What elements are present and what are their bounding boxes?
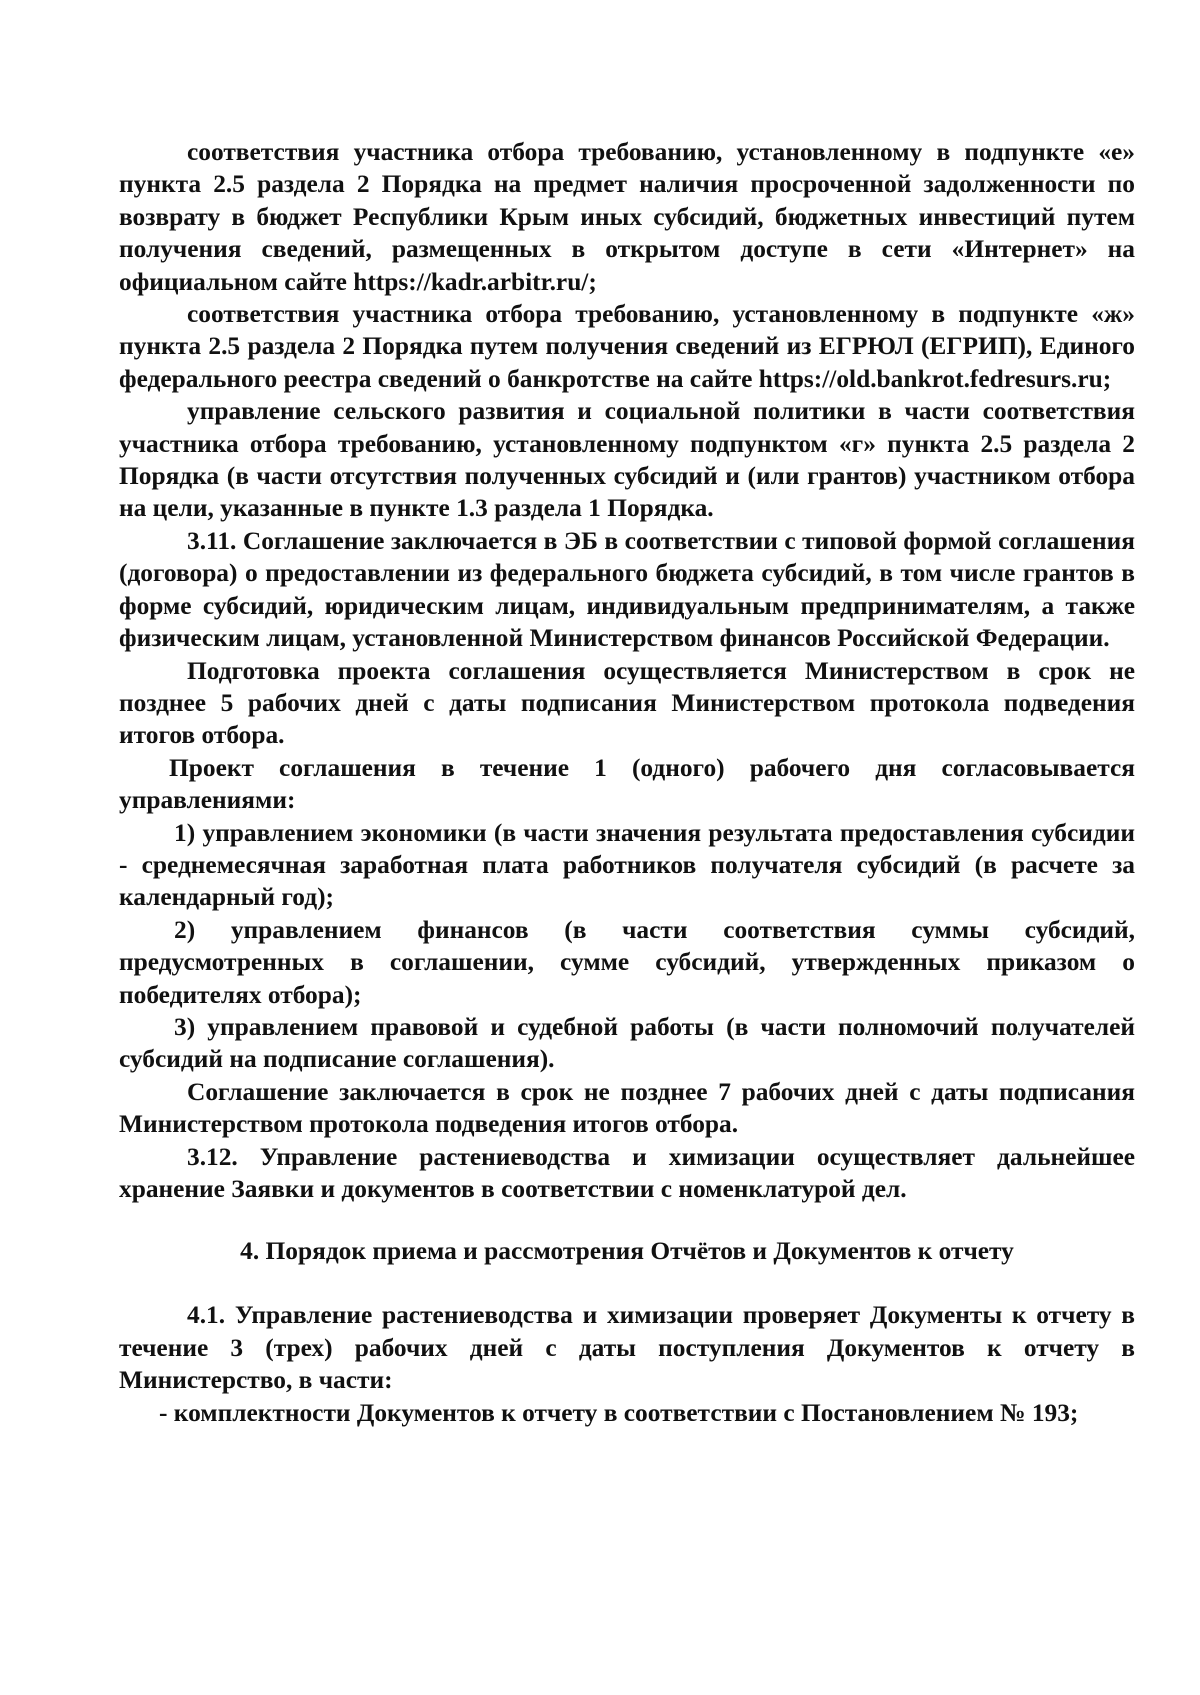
list-item-economy: 1) управлением экономики (в части значения результата предоставления субсидии - среднемесячная заработная плата работников получателя субсидий (в расчете за календарный год); (119, 818, 1135, 912)
paragraph-rural-development: управление сельского развития и социальной политики в части соответствия участника отбора требованию, установленному подпунктом «г» пункта 2.5 раздела 2 Порядка (в части отсутствия полученных субсидий и (или грантов) участником отбора на цели, указанные в пункте 1.3 раздела 1 Порядка. (119, 397, 1135, 523)
list-item-legal: 3) управлением правовой и судебной работы (в части полномочий получателей субсидий на подписание соглашения). (119, 1012, 1135, 1074)
section-heading: 4. Порядок приема и рассмотрения Отчётов и Документов к отчету (240, 1237, 1014, 1266)
paragraph-agreement-approval: Проект соглашения в течение 1 (одного) рабочего дня согласовывается управлениями: (119, 753, 1135, 815)
document-page (119, 136, 1135, 1429)
paragraph-requirement-e: соответствия участника отбора требованию, установленному в подпункте «е» пункта 2.5 раздела 2 Порядка на предмет наличия просроченной задолженности по возврату в бюджет Республики Крым иных субсидий, бюджетных инвестиций путем получения сведений, размещенных в открытом доступе в сети «Интернет» на официальном сайте https://kadr.arbitr.ru/; (119, 138, 1135, 296)
list-item-completeness: - комплектности Документов к отчету в соответствии с Постановлением № 193; (159, 1398, 1079, 1427)
list-item-finance: 2) управлением финансов (в части соответствия суммы субсидий, предусмотренных в соглашении, сумме субсидий, утвержденных приказом о победителях отбора); (119, 915, 1135, 1009)
paragraph-3-12: 3.12. Управление растениеводства и химизации осуществляет дальнейшее хранение Заявки и документов в соответствии с номенклатурой дел. (119, 1142, 1135, 1203)
paragraph-agreement-deadline: Соглашение заключается в срок не позднее 7 рабочих дней с даты подписания Министерством протокола подведения итогов отбора. (119, 1077, 1135, 1139)
paragraph-3-11: 3.11. Соглашение заключается в ЭБ в соответствии с типовой формой соглашения (договора) о предоставлении из федерального бюджета субсидий, в том числе грантов в форме субсидий, юридическим лицам, индивидуальным предпринимателям, а также физическим лицам, установленной Министерством финансов Российской Федерации. (119, 526, 1135, 653)
paragraph-requirement-zh: соответствия участника отбора требованию, установленному в подпункте «ж» пункта 2.5 раздела 2 Порядка путем получения сведений из ЕГРЮЛ (ЕГРИП), Единого федерального реестра сведений о банкротстве на сайте https://old.bankrot.fedresurs.ru; (119, 300, 1135, 393)
paragraph-4-1: 4.1. Управление растениеводства и химизации проверяет Документы к отчету в течение 3 (трех) рабочих дней с даты поступления Документов к отчету в Министерство, в части: (119, 1301, 1135, 1395)
paragraph-agreement-preparation: Подготовка проекта соглашения осуществляется Министерством в срок не позднее 5 рабочих дней с даты подписания Министерством протокола подведения итогов отбора. (119, 656, 1135, 750)
